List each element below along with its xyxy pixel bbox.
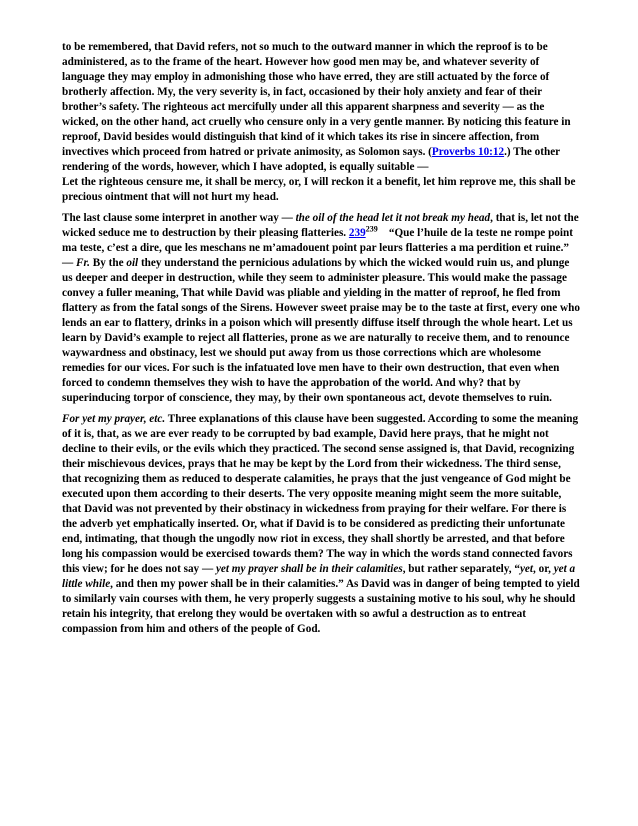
paragraph-yet-my-prayer (62, 412, 580, 637)
text-run: .) The other rendering of the words, however, which I have adopted, is equally suitable — (62, 146, 560, 173)
italic-run: yet a little while (62, 563, 576, 590)
footnote-superscript: 239 (365, 224, 378, 234)
text-run: “Que l’huile de la teste ne rompe point ma teste, c’est a dire, que les meschans ne m’amadouent point par leurs flatteries a ma perdition et ruine.” — (62, 227, 576, 269)
document-page (62, 40, 580, 643)
italic-run: yet (519, 563, 533, 575)
text-run: , that is, let not the wicked seduce me to destruction by their pleasing flatteries. (62, 212, 579, 239)
text-run: , or, (533, 563, 554, 575)
text-run: Three explanations of this clause have been suggested. According to some the meaning of it is, that, as we are ever ready to be corrupted by bad example, David here prays, that he might not decline to their evils, or the evils which they practiced. The second sense assigned is, that David, recognizing their mischievous devices, prays that he may be kept by the Lord from their wickedness. The third sense, that recognizing them as reduced to desperate calamities, he prays that the just vengeance of God might be executed upon them according to their deserts. The very opposite meaning might seem the more suitable, that David was not prevented by their obstinacy in wickedness from praying for their welfare. For there is the adverb yet emphatically inserted. Or, what if David is to be considered as predicting their unfortunate end, intimating, that though the ungodly now riot in excess, they shall shortly be arrested, and that before long his compassion would be exercised towards them? The way in which the words stand connected favors this view; for he does not say — (62, 413, 579, 575)
paragraph-rendering: Let the righteous censure me, it shall be mercy, or, I will reckon it a benefit, let him reprove me, this shall be precious ointment that will not hurt my head. (62, 176, 576, 203)
italic-run: oil (126, 257, 139, 269)
text-run: to be remembered, that David refers, not so much to the outward manner in which the reproof is to be administered, as to the frame of the heart. However how good men may be, and whatever severity of language they may employ in admonishing those who have erred, they are still actuated by the force of brotherly affection. My, the very severity is, in fact, occasioned by their holy anxiety and fear of their brother’s safety. The righteous act mercifully under all this apparent sharpness and severity — as the wicked, on the other hand, act cruelly who censure only in a very gentle manner. By noticing this feature in reproof, David besides would distinguish that kind of it which takes its rise in sincere affection, from invectives which proceed from hatred or private animosity, as Solomon says. ( (62, 41, 571, 158)
italic-run: Fr. (75, 257, 90, 269)
italic-run: For yet my prayer, etc. (62, 413, 166, 425)
paragraph-reproof (62, 40, 580, 175)
footnote-link[interactable]: 239 (348, 227, 366, 239)
italic-run: yet my prayer shall be in their calamities (215, 563, 403, 575)
text-run: , and then my power shall be in their calamities.” As David was in danger of being tempted to yield to similarly vain courses with them, he very properly suggests a sustaining motive to his soul, why he should retain his integrity, that erelong they would be overtaken with so awful a destruction as to entreat compassion from him and others of the people of God. (62, 578, 580, 635)
text-run: By the (89, 257, 127, 269)
text-run: they understand the pernicious adulations by which the wicked would ruin us, and plunge us deeper and deeper in destruction, while they seem to administer pleasure. This would make the passage convey a fuller meaning, That while David was pliable and yielding in the matter of reproof, he fled from flattery as from the fatal songs of the Sirens. However sweet praise may be to the taste at first, every one who lends an ear to flattery, drinks in a poison which will presently diffuse itself through the whole heart. Let us learn by David’s example to reject all flatteries, prone as we are naturally to receive them, and to renounce waywardness and obstinacy, lest we should put away from us those corrections which are wholesome remedies for our vices. For such is the infatuated love men have to their own destruction, that even when forced to condemn themselves they wish to have the approbation of the world. And why? that by superinducing torpor of conscience, they may, by their own spontaneous act, devote themselves to ruin. (62, 257, 580, 404)
paragraph-oil-of-head (62, 211, 580, 406)
proverbs-reference-link[interactable]: Proverbs 10:12 (431, 146, 505, 158)
italic-run: the oil of the head let it not break my head (295, 212, 491, 224)
text-run: , but rather separately, “ (402, 563, 520, 575)
text-run: The last clause some interpret in another way — (62, 212, 296, 224)
